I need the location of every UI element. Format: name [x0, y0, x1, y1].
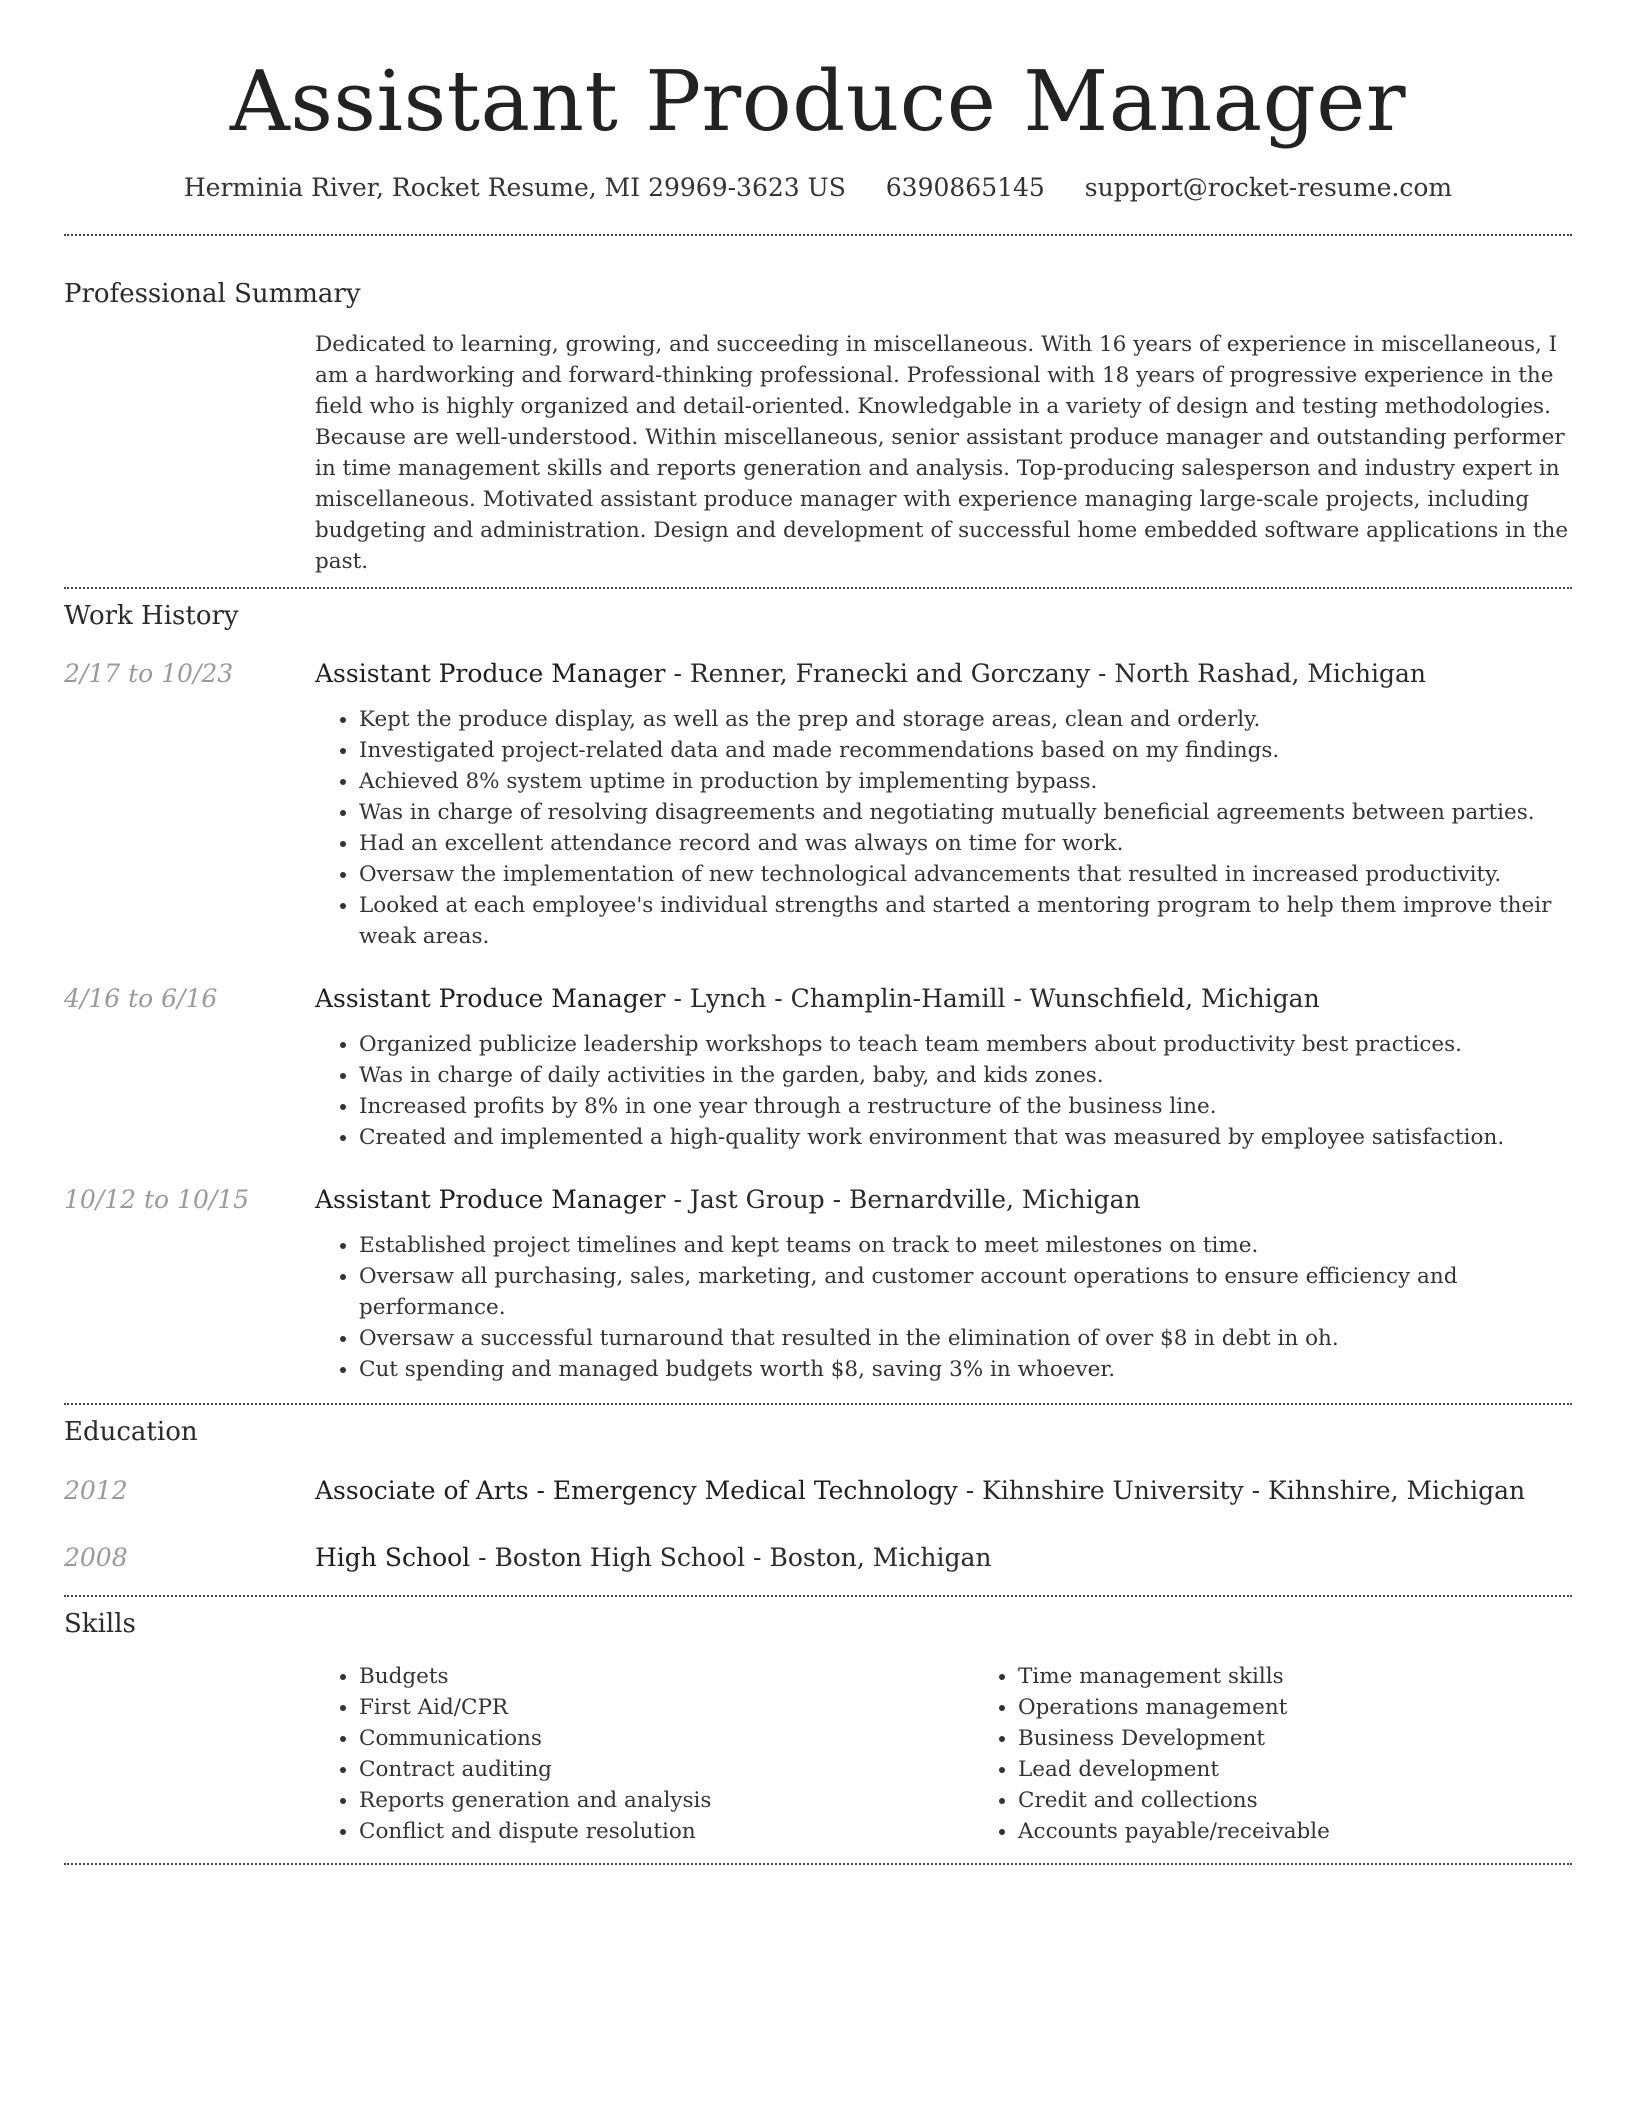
section-title-skills: Skills — [64, 1609, 136, 1639]
skill-item: • Budgets — [359, 1661, 974, 1692]
list-item: • Organized publicize leadership workshops to teach team members about productivity best practices. — [359, 1029, 1504, 1060]
skill-item: • Contract auditing — [359, 1754, 974, 1785]
job-body — [315, 658, 1572, 952]
job-dates: 10/12 to 10/15 — [64, 1185, 250, 1214]
divider — [64, 1863, 1572, 1865]
list-item: • Achieved 8% system uptime in production by implementing bypass. — [359, 766, 1572, 797]
education-year: 2012 — [64, 1476, 128, 1505]
skill-item: • Business Development — [1018, 1723, 1330, 1754]
list-item: • Cut spending and managed budgets worth $8, saving 3% in whoever. — [359, 1354, 1572, 1385]
divider — [64, 1595, 1572, 1597]
skills-list — [315, 1661, 1572, 1847]
job-duties — [315, 704, 1572, 952]
skill-item: • Time management skills — [1018, 1661, 1330, 1692]
education-heading — [315, 1475, 1525, 1507]
list-item: • Looked at each employee's individual strengths and started a mentoring program to help them improve their weak areas. — [359, 890, 1572, 952]
job-dates: 2/17 to 10/23 — [64, 659, 234, 688]
education-degree: High School — [315, 1543, 471, 1572]
job-duties — [315, 1029, 1504, 1153]
job-role: Assistant Produce Manager — [315, 1185, 666, 1214]
skill-item: • Conflict and dispute resolution — [359, 1816, 974, 1847]
list-item: • Created and implemented a high-quality work environment that was measured by employee satisfaction. — [359, 1122, 1504, 1153]
job-entry — [64, 658, 1572, 952]
list-item: • Was in charge of daily activities in the garden, baby, and kids zones. — [359, 1060, 1504, 1091]
list-item: • Oversaw a successful turnaround that resulted in the elimination of over $8 in debt in oh. — [359, 1323, 1572, 1354]
job-entry — [64, 983, 1572, 1153]
contact-phone: 6390865145 — [885, 173, 1045, 202]
contact-email: support@rocket-resume.com — [1084, 173, 1453, 202]
job-company: - Jast Group - Bernardville, Michigan — [665, 1185, 1141, 1214]
job-heading — [315, 1184, 1572, 1216]
list-item: • Had an excellent attendance record and was always on time for work. — [359, 828, 1572, 859]
job-duties — [315, 1230, 1572, 1385]
resume-page — [64, 0, 1572, 1865]
job-role: Assistant Produce Manager — [315, 984, 666, 1013]
job-body — [315, 1184, 1572, 1385]
job-heading — [315, 658, 1572, 690]
contact-line — [64, 172, 1572, 204]
job-company: - Renner, Franecki and Gorczany - North Rashad, Michigan — [665, 659, 1427, 688]
education-year: 2008 — [64, 1543, 128, 1572]
skills-column-2 — [974, 1661, 1330, 1847]
job-role: Assistant Produce Manager — [315, 659, 666, 688]
list-item: • Established project timelines and kept teams on track to meet milestones on time. — [359, 1230, 1572, 1261]
skill-item: • Lead development — [1018, 1754, 1330, 1785]
education-entry — [64, 1542, 1572, 1574]
skills-column-1 — [315, 1661, 974, 1847]
job-heading — [315, 983, 1504, 1015]
job-company: - Lynch - Champlin-Hamill - Wunschfield, Michigan — [665, 984, 1320, 1013]
contact-address: Herminia River, Rocket Resume, MI 29969-3623 US — [183, 173, 846, 202]
education-school: - Boston High School - Boston, Michigan — [470, 1543, 992, 1572]
skills-section — [64, 1608, 1572, 1847]
education-entry — [64, 1475, 1572, 1507]
list-item: • Was in charge of resolving disagreements and negotiating mutually beneficial agreements between parties. — [359, 797, 1572, 828]
divider — [64, 234, 1572, 236]
skill-item: • Credit and collections — [1018, 1785, 1330, 1816]
skill-item: • Reports generation and analysis — [359, 1785, 974, 1816]
education-school: - Kihnshire University - Kihnshire, Michigan — [957, 1476, 1526, 1505]
list-item: • Kept the produce display, as well as the prep and storage areas, clean and orderly. — [359, 704, 1572, 735]
education-degree: Associate of Arts - Emergency Medical Technology — [315, 1476, 958, 1505]
job-dates: 4/16 to 6/16 — [64, 984, 218, 1013]
education-section — [64, 1416, 1572, 1574]
list-item: • Oversaw the implementation of new technological advancements that resulted in increased productivity. — [359, 859, 1572, 890]
education-heading — [315, 1542, 992, 1574]
section-title-education: Education — [64, 1417, 198, 1447]
summary-section — [64, 278, 1572, 577]
section-title-summary: Professional Summary — [64, 279, 361, 309]
summary-text: Dedicated to learning, growing, and succeeding in miscellaneous. With 16 years of experience in miscellaneous, I am a hardworking and forward-thinking professional. Professional with 18 years of progressive experience in the field who is highly organized and detail-oriented. Knowledgable in a variety of design and testing methodologies. Because are well-understood. Within miscellaneous, senior assistant produce manager and outstanding performer in time management skills and reports generation and analysis. Top-producing salesperson and industry expert in miscellaneous. Motivated assistant produce manager with experience managing large-scale projects, including budgeting and administration. Design and development of successful home embedded software applications in the past. — [315, 332, 1569, 574]
skill-item: • Accounts payable/receivable — [1018, 1816, 1330, 1847]
skill-item: • First Aid/CPR — [359, 1692, 974, 1723]
job-body — [315, 983, 1504, 1153]
skill-item: • Communications — [359, 1723, 974, 1754]
skill-item: • Operations management — [1018, 1692, 1330, 1723]
divider — [64, 1403, 1572, 1405]
list-item: • Increased profits by 8% in one year through a restructure of the business line. — [359, 1091, 1504, 1122]
job-entry — [64, 1184, 1572, 1385]
work-history-section — [64, 600, 1572, 1385]
list-item: • Oversaw all purchasing, sales, marketing, and customer account operations to ensure efficiency and performance. — [359, 1261, 1572, 1323]
list-item: • Investigated project-related data and made recommendations based on my findings. — [359, 735, 1572, 766]
candidate-name: Assistant Produce Manager — [229, 53, 1407, 150]
section-title-work: Work History — [64, 601, 239, 631]
divider — [64, 587, 1572, 589]
